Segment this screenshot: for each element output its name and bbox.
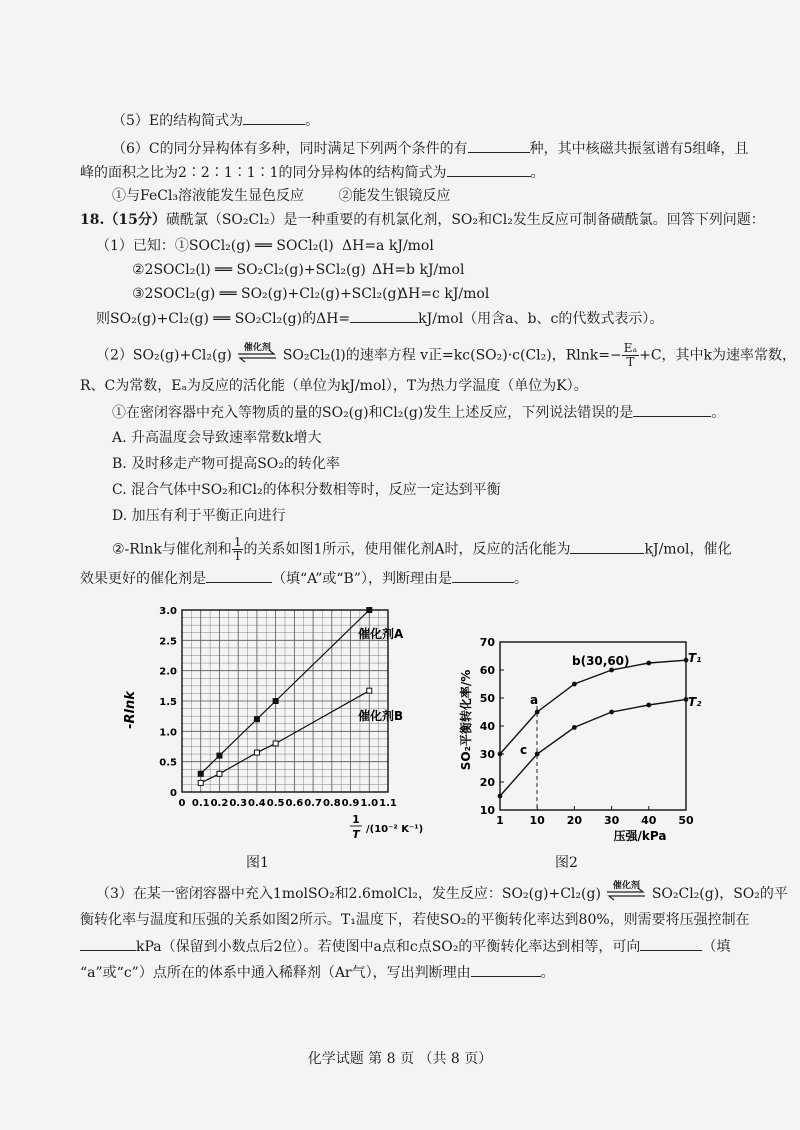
y-tick-label: 3.0 bbox=[159, 606, 177, 617]
data-point bbox=[498, 794, 503, 799]
x-tick-label: 0.3 bbox=[229, 798, 248, 809]
p1-q-b: kJ/mol（用含a、b、c的代数式表示）。 bbox=[418, 311, 664, 327]
q17-p5-end: 。 bbox=[305, 113, 320, 129]
data-point bbox=[273, 699, 278, 704]
option-c-text: C. 混合气体中SO₂和Cl₂的体积分数相等时，反应一定达到平衡 bbox=[112, 482, 501, 498]
x-tick-label: 0.9 bbox=[341, 798, 360, 809]
q2-2-c: kJ/mol，催化 bbox=[644, 541, 732, 558]
q18-p1-r3 bbox=[132, 284, 490, 304]
q2-1: ①在密闭容器中充入等物质的量的SO₂(g)和Cl₂(g)发生上述反应，下列说法错误的是 bbox=[112, 405, 634, 421]
reaction-1: ①SOCl₂(g) ══ SOCl₂(l) bbox=[174, 238, 334, 254]
x-tick-label: 0.4 bbox=[248, 798, 266, 809]
data-point bbox=[367, 688, 372, 693]
figure-1-chart bbox=[120, 592, 424, 852]
option-a bbox=[112, 428, 322, 448]
y-tick-label: 2.5 bbox=[159, 636, 177, 648]
q18-p1-question bbox=[96, 308, 663, 329]
q17-p6b: 种，其中核磁共振氢谱有5组峰，且 bbox=[529, 141, 749, 157]
q17-part5 bbox=[112, 110, 319, 131]
catalyst-label: 催化剂 bbox=[243, 342, 271, 353]
q18-p3-cont2 bbox=[80, 936, 730, 957]
x-tick-label: 1.1 bbox=[379, 798, 397, 809]
x-tick-label: 50 bbox=[678, 814, 694, 827]
data-point bbox=[198, 780, 203, 785]
ea-over-t-fraction bbox=[622, 342, 639, 369]
x-label-den: T bbox=[352, 828, 360, 841]
data-point bbox=[646, 703, 651, 708]
data-point bbox=[217, 753, 222, 758]
q18-intro: 磺酰氯（SO₂Cl₂）是一种重要的有机氯化剂，SO₂和Cl₂发生反应可制备磺酰氯。回答下列问题： bbox=[165, 212, 765, 228]
p3-a: （3）在某一密闭容器中充入1molSO₂和2.6molCl₂，发生反应：SO₂(g)+Cl₂(g) bbox=[96, 886, 601, 902]
p1-q-a: 则SO₂(g)+Cl₂(g) ══ SO₂Cl₂(g)的ΔH= bbox=[96, 311, 351, 327]
q18-heading bbox=[80, 210, 765, 230]
reaction-3: ③2SOCl₂(g) ══ SO₂(g)+Cl₂(g)+SCl₂(g) bbox=[132, 286, 402, 302]
series-t1-label: T₁ bbox=[688, 651, 702, 665]
data-point bbox=[198, 771, 203, 776]
frac-den: T bbox=[626, 355, 635, 369]
q2-2-b: 的关系如图1所示，使用催化剂A时，反应的活化能为 bbox=[243, 541, 571, 558]
option-c bbox=[112, 480, 501, 500]
answer-blank[interactable] bbox=[452, 568, 514, 583]
data-point bbox=[367, 608, 372, 613]
answer-blank[interactable] bbox=[570, 539, 644, 554]
y-tick-label: 1.0 bbox=[159, 727, 177, 739]
answer-blank[interactable] bbox=[471, 962, 541, 977]
x-tick-label: 0.6 bbox=[285, 798, 304, 809]
x-label-num: 1 bbox=[352, 813, 360, 826]
y-tick-label: 70 bbox=[479, 636, 495, 649]
x-tick-label: 30 bbox=[603, 814, 620, 827]
data-point bbox=[572, 682, 577, 687]
figure-2-caption: 图2 bbox=[555, 855, 578, 871]
p2-d: R、C为常数，Eₐ为反应的活化能（单位为kJ/mol），T为热力学温度（单位为K）。 bbox=[80, 378, 588, 394]
equilibrium-arrow-icon bbox=[236, 342, 278, 363]
p1-label: （1）已知： bbox=[96, 238, 175, 254]
p2-b: SO₂Cl₂(l)的速率方程 v正=kc(SO₂)·c(Cl₂)，Rlnk=− bbox=[282, 347, 622, 364]
x-tick-label: 40 bbox=[641, 814, 657, 827]
q17-p5-text: （5）E的结构简式为 bbox=[112, 113, 244, 129]
p3-end: 。 bbox=[540, 965, 555, 981]
q18-p3-cont bbox=[80, 910, 750, 930]
point-a-label: a bbox=[530, 693, 539, 707]
equilibrium-arrow-icon bbox=[605, 881, 647, 901]
answer-blank[interactable] bbox=[447, 162, 531, 177]
y-tick-label: 2.0 bbox=[159, 666, 177, 678]
page-footer: 化学试题 第 8 页 （共 8 页） bbox=[307, 1051, 493, 1067]
p2-c: +C，其中k为速率常数， bbox=[639, 347, 797, 364]
answer-blank[interactable] bbox=[468, 138, 530, 153]
condition-1: ①与FeCl₃溶液能发生显色反应 bbox=[112, 188, 305, 204]
q18-p2-q2 bbox=[112, 536, 731, 563]
one-over-t-fraction bbox=[232, 536, 244, 563]
p3-d: kPa（保留到小数点后2位）。若使图中a点和c点SO₂的平衡转化率达到相等，可向 bbox=[136, 939, 641, 955]
p3-e: （填 bbox=[702, 939, 731, 955]
x-tick-label: 10 bbox=[529, 814, 545, 827]
answer-blank[interactable] bbox=[633, 402, 711, 417]
frac-num: Eₐ bbox=[623, 341, 638, 355]
q18-p2-equation bbox=[96, 342, 796, 369]
p3-c: 衡转化率与温度和压强的关系如图2所示。T₁温度下，若使SO₂的平衡转化率达到80%，则需要将压强控制在 bbox=[80, 912, 750, 928]
y-tick-label: 0 bbox=[170, 788, 177, 799]
catalyst-label: 催化剂 bbox=[612, 881, 640, 891]
x-tick-label: 0.2 bbox=[210, 798, 229, 809]
q18-p3-equation bbox=[96, 881, 788, 904]
data-point bbox=[254, 750, 259, 755]
reaction-2-dh: ΔH=b kJ/mol bbox=[372, 262, 465, 278]
figure-1-caption: 图1 bbox=[246, 855, 269, 871]
x-tick-label: 1.0 bbox=[360, 798, 379, 809]
q17-conditions bbox=[112, 186, 451, 206]
condition-2: ②能发生银镜反应 bbox=[338, 188, 451, 204]
answer-blank[interactable] bbox=[243, 110, 305, 125]
frac-num: 1 bbox=[233, 535, 242, 549]
x-tick-label: 0.7 bbox=[304, 798, 322, 809]
y-tick-label: 40 bbox=[479, 720, 495, 733]
q2-2-d: 效果更好的催化剂是 bbox=[80, 571, 206, 587]
x-tick-label: 0 bbox=[178, 798, 186, 809]
series-label-b: 催化剂B bbox=[358, 709, 404, 723]
option-b bbox=[112, 454, 340, 474]
data-point bbox=[609, 710, 614, 715]
q18-p2-q2-cont bbox=[80, 568, 528, 589]
y-tick-label: 50 bbox=[479, 692, 495, 705]
answer-blank[interactable] bbox=[350, 308, 418, 323]
q2-2-e: （填“A”或“B”），判断理由是 bbox=[272, 571, 452, 587]
data-point bbox=[217, 771, 222, 776]
series-label-a: 催化剂A bbox=[358, 627, 404, 641]
q2-2-a: ②-Rlnk与催化剂和 bbox=[112, 541, 232, 558]
y-axis-label: -Rlnk bbox=[123, 691, 138, 729]
option-a-text: A. 升高温度会导致速率常数k增大 bbox=[112, 430, 322, 446]
y-tick-label: 60 bbox=[479, 664, 495, 677]
x-tick-label: 1 bbox=[496, 814, 504, 827]
x-axis-label: 压强/kPa bbox=[613, 829, 667, 843]
p3-f: “a”或“c”）点所在的体系中通入稀释剂（Ar气），写出判断理由 bbox=[80, 965, 471, 981]
q17-part6 bbox=[112, 138, 749, 159]
x-tick-label: 0.1 bbox=[191, 798, 210, 809]
data-point bbox=[254, 717, 259, 722]
data-point bbox=[646, 661, 651, 666]
x-tick-label: 0.5 bbox=[266, 798, 285, 809]
q18-p1-r2 bbox=[132, 260, 465, 280]
q18-p2-desc bbox=[80, 376, 588, 396]
x-tick-label: 20 bbox=[566, 814, 583, 827]
answer-blank[interactable] bbox=[80, 936, 136, 951]
x-axis-label bbox=[350, 813, 423, 841]
q17-p6a: （6）C的同分异构体有多种，同时满足下列两个条件的有 bbox=[112, 141, 468, 157]
p2-a: （2）SO₂(g)+Cl₂(g) bbox=[96, 347, 232, 364]
y-tick-label: 30 bbox=[479, 748, 495, 761]
y-tick-label: 10 bbox=[479, 804, 495, 817]
q17-part6-cont bbox=[80, 162, 545, 183]
x-label-unit: /(10⁻² K⁻¹) bbox=[366, 824, 424, 835]
y-tick-label: 20 bbox=[479, 776, 495, 789]
reaction-2: ②2SOCl₂(l) ══ SO₂Cl₂(g)+SCl₂(g) bbox=[132, 262, 366, 278]
option-b-text: B. 及时移走产物可提高SO₂的转化率 bbox=[112, 456, 340, 472]
y-tick-label: 1.5 bbox=[159, 697, 177, 708]
reaction-1-dh: ΔH=a kJ/mol bbox=[342, 238, 434, 254]
data-point bbox=[609, 668, 614, 673]
q17-p6-end: 。 bbox=[530, 165, 545, 181]
reaction-3-dh: ΔH=c kJ/mol bbox=[398, 286, 490, 302]
figure-2-chart bbox=[450, 620, 710, 880]
option-d bbox=[112, 506, 286, 526]
answer-blank[interactable] bbox=[206, 568, 272, 583]
q17-p6c: 峰的面积之比为2∶2∶1∶1∶1的同分异构体的结构简式为 bbox=[80, 165, 447, 181]
q18-p2-q1 bbox=[112, 402, 725, 423]
data-point bbox=[273, 741, 278, 746]
frac-den: T bbox=[233, 549, 242, 563]
q18-p3-cont3 bbox=[80, 962, 555, 983]
question-number: 18.（15分） bbox=[80, 212, 166, 228]
series-t2-label: T₂ bbox=[688, 695, 702, 709]
q2-1-end: 。 bbox=[711, 405, 726, 421]
y-axis-label: SO₂平衡转化率/% bbox=[459, 669, 473, 771]
p3-b: SO₂Cl₂(g)，SO₂的平 bbox=[651, 886, 788, 902]
series-line-t2 bbox=[500, 699, 686, 796]
data-point bbox=[498, 752, 503, 757]
option-d-text: D. 加压有利于平衡正向进行 bbox=[112, 508, 286, 524]
data-point bbox=[572, 725, 577, 730]
series-line-t1 bbox=[500, 660, 686, 754]
q2-2-end: 。 bbox=[513, 571, 528, 587]
answer-blank[interactable] bbox=[640, 936, 702, 951]
point-b-label: b(30,60) bbox=[572, 654, 630, 668]
point-c-label: c bbox=[520, 743, 528, 757]
x-tick-label: 0.8 bbox=[322, 798, 341, 809]
q18-p1-r1 bbox=[96, 236, 434, 256]
y-tick-label: 0.5 bbox=[159, 757, 177, 769]
